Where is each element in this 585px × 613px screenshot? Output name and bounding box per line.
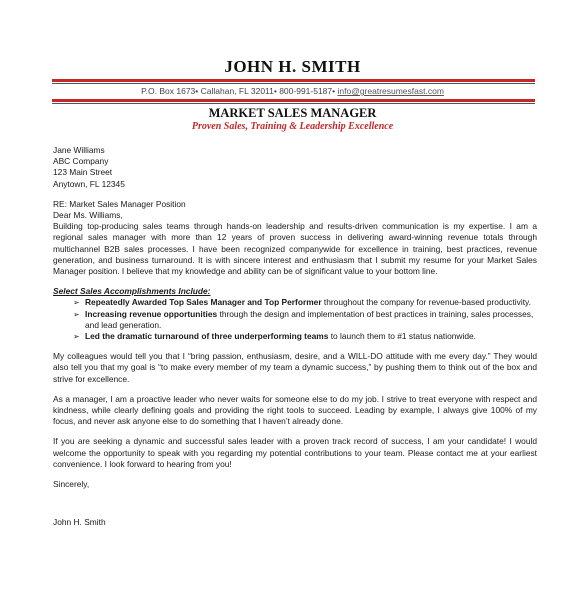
sign-off: Sincerely,: [53, 479, 90, 490]
accomplishments-list: [53, 297, 537, 342]
header-rule-top: [52, 79, 535, 82]
recipient-city: Anytown, FL 12345: [53, 178, 125, 189]
list-item: [53, 297, 537, 308]
applicant-name: JOHN H. SMITH: [224, 57, 361, 76]
accomplishment-text: through the design and implementation of best practices in training, sales processes, and lead generation.: [85, 308, 534, 330]
tagline: Proven Sales, Training & Leadership Excellence: [191, 121, 394, 132]
contact-line: [0, 86, 585, 96]
manager-paragraph: As a manager, I am a proactive leader who never waits for someone else to do my job. I strive to treat everyone with respect and kindness, while clearly defining goals and providing the right tools to succeed. Leading by example, I always give 100% of my focus, and never ask anyone else to do something that I haven’t already done.: [53, 393, 537, 427]
recipient-address: [53, 145, 537, 190]
accomplishment-bold: Led the dramatic turnaround of three underperforming teams: [85, 331, 329, 342]
accomplishments-heading: Select Sales Accomplishments Include:: [53, 286, 211, 297]
salutation: Dear Ms. Williams,: [53, 210, 123, 221]
colleagues-paragraph: My colleagues would tell you that I “bring passion, enthusiasm, desire, and a WILL-DO attitude with me every day.” They would also tell you that my goal is “to make every member of my team a dynamic success,” by pushing them to think out of the box and strive for excellence.: [53, 351, 537, 384]
accomplishment-bold: Repeatedly Awarded Top Sales Manager and Top Performer: [85, 297, 322, 308]
contact-text: P.O. Box 1673• Callahan, FL 32011• 800-991-5187•: [141, 86, 338, 96]
letter-body: [53, 145, 537, 528]
header-rule-bottom-thin: [52, 103, 535, 104]
email-link[interactable]: info@greatresumesfast.com: [337, 86, 444, 96]
arrow-bullet-icon: ➢: [73, 298, 80, 308]
recipient-name: Jane Williams: [53, 145, 105, 155]
intro-paragraph: Building top-producing sales teams through hands-on leadership and results-driven communication is my expertise. I am a regional sales manager with more than 12 years of proven success in delivering award-winning revenue totals through multichannel B2B sales processes. I have been recognized companywide for excellence in training, best practices, revenue generation, and business turnaround. It is with sincere interest and enthusiasm that I submit my resume for your Market Sales Manager position. I believe that my knowledge and ability can be of significant value to your bottom line.: [53, 221, 537, 277]
signature-name: John H. Smith: [53, 517, 106, 528]
closing-paragraph: If you are seeking a dynamic and successful sales leader with a proven track record of success, I am your candidate! I would welcome the opportunity to speak with you regarding my potential contributions to your team. Please contact me at your earliest convenience. I look forward to hearing from you!: [53, 436, 537, 469]
header-rule-bottom: [52, 99, 535, 102]
header-rule-top-thin: [52, 83, 535, 84]
accomplishment-text: to launch them to #1 status nationwide.: [328, 331, 476, 342]
recipient-street: 123 Main Street: [53, 167, 113, 178]
arrow-bullet-icon: ➢: [73, 309, 80, 319]
accomplishment-bold: Increasing revenue opportunities: [85, 308, 218, 319]
re-line: RE: Market Sales Manager Position: [53, 198, 186, 209]
accomplishment-text: throughout the company for revenue-based productivity.: [321, 297, 531, 308]
recipient-company: ABC Company: [53, 156, 109, 167]
job-title: MARKET SALES MANAGER: [208, 106, 377, 120]
list-item: [53, 331, 537, 342]
list-item: [53, 309, 537, 331]
arrow-bullet-icon: ➢: [73, 332, 80, 342]
